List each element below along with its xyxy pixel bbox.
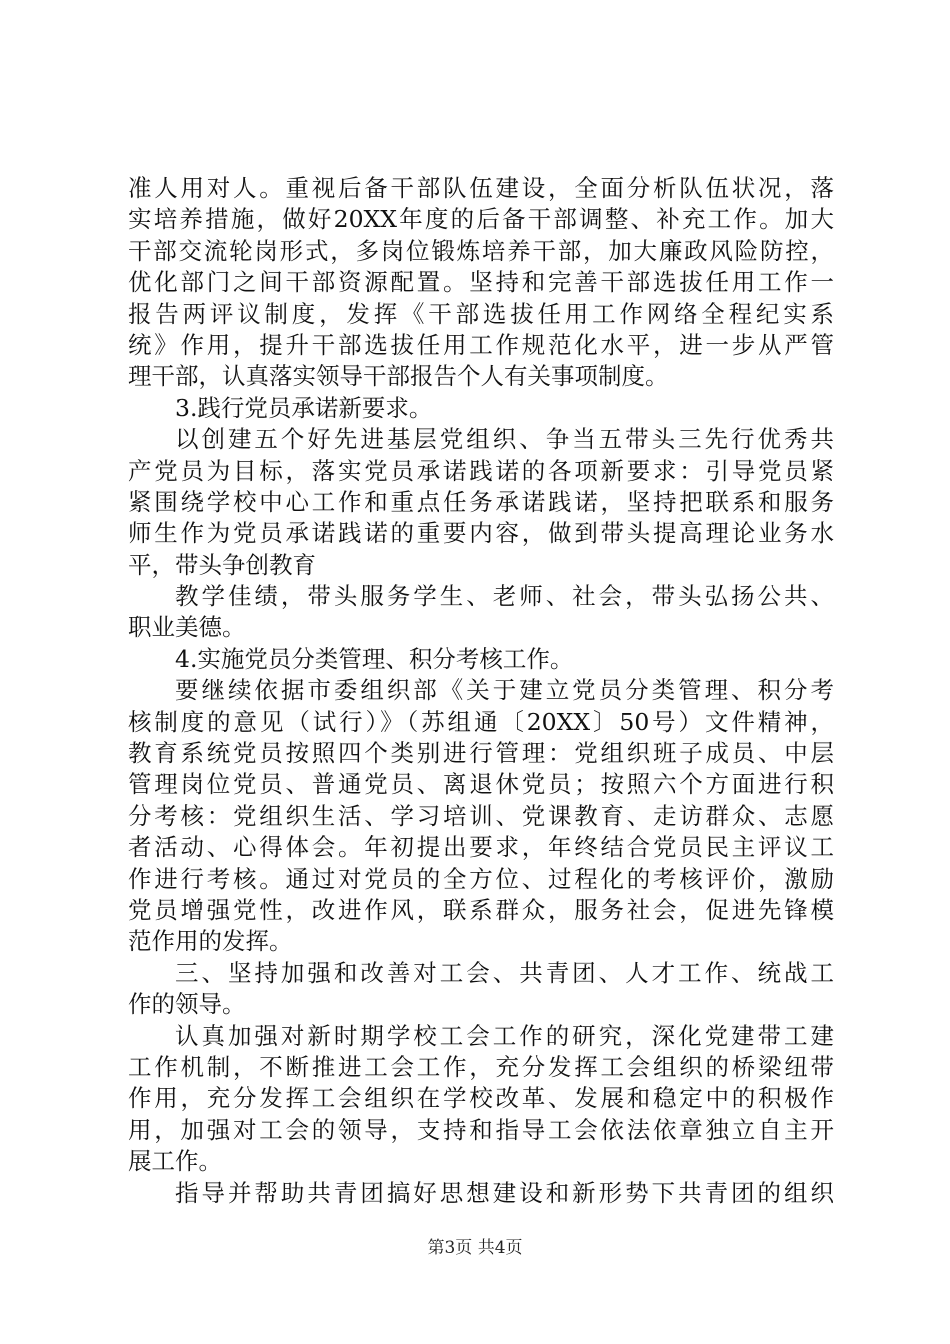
document-body xyxy=(128,173,834,1209)
text-line: 者活动、心得体会。年初提出要求，年终结合党员民主评议工 xyxy=(128,833,834,862)
text-line: 职业美德。 xyxy=(128,613,246,642)
text-line: 作用，充分发挥工会组织在学校改革、发展和稳定中的积极作 xyxy=(128,1084,834,1113)
text-line: 作的领导。 xyxy=(128,990,246,1019)
text-line: 核制度的意见（试行）》（苏组通〔20XX〕50号）文件精神， xyxy=(128,707,834,736)
text-line: 师生作为党员承诺践诺的重要内容，做到带头提高理论业务水 xyxy=(128,519,834,548)
text-line: 展工作。 xyxy=(128,1147,222,1176)
text-line: 党员增强党性，改进作风，联系群众，服务社会，促进先锋模 xyxy=(128,895,834,924)
text-line: 作进行考核。通过对党员的全方位、过程化的考核评价，激励 xyxy=(128,864,834,893)
text-line: 4.实施党员分类管理、积分考核工作。 xyxy=(175,644,574,673)
text-line: 以创建五个好先进基层党组织、争当五带头三先行优秀共 xyxy=(175,425,834,454)
text-line: 指导并帮助共青团搞好思想建设和新形势下共青团的组织 xyxy=(175,1178,834,1207)
text-line: 范作用的发挥。 xyxy=(128,927,293,956)
text-line: 理干部，认真落实领导干部报告个人有关事项制度。 xyxy=(128,362,669,391)
text-line: 要继续依据市委组织部《关于建立党员分类管理、积分考 xyxy=(175,676,834,705)
text-line: 认真加强对新时期学校工会工作的研究，深化党建带工建 xyxy=(175,1021,834,1050)
text-line: 干部交流轮岗形式，多岗位锻炼培养干部，加大廉政风险防控， xyxy=(128,236,834,265)
text-line: 紧围绕学校中心工作和重点任务承诺践诺，坚持把联系和服务 xyxy=(128,487,834,516)
text-line: 教学佳绩，带头服务学生、老师、社会，带头弘扬公共、 xyxy=(175,582,834,611)
text-line: 管理岗位党员、普通党员、离退休党员；按照六个方面进行积 xyxy=(128,770,834,799)
text-line: 产党员为目标，落实党员承诺践诺的各项新要求：引导党员紧 xyxy=(128,456,834,485)
text-line: 优化部门之间干部资源配置。坚持和完善干部选拔任用工作一 xyxy=(128,268,834,297)
text-line: 报告两评议制度，发挥《干部选拔任用工作网络全程纪实系 xyxy=(128,299,834,328)
page-footer: 第3页 共4页 xyxy=(427,1238,523,1258)
text-line: 实培养措施，做好20XX年度的后备干部调整、补充工作。加大 xyxy=(128,205,834,234)
text-line: 准人用对人。重视后备干部队伍建设，全面分析队伍状况，落 xyxy=(128,174,834,202)
text-line: 三、坚持加强和改善对工会、共青团、人才工作、统战工 xyxy=(175,958,834,987)
text-line: 教育系统党员按照四个类别进行管理：党组织班子成员、中层 xyxy=(128,739,834,768)
text-line: 用，加强对工会的领导，支持和指导工会依法依章独立自主开 xyxy=(128,1115,834,1144)
text-line: 工作机制，不断推进工会工作，充分发挥工会组织的桥梁纽带 xyxy=(128,1052,834,1081)
text-line: 3.践行党员承诺新要求。 xyxy=(175,393,433,422)
text-line: 统》作用，提升干部选拔任用工作规范化水平，进一步从严管 xyxy=(128,330,834,359)
text-line: 平，带头争创教育 xyxy=(128,550,316,579)
text-line: 分考核：党组织生活、学习培训、党课教育、走访群众、志愿 xyxy=(128,801,834,830)
